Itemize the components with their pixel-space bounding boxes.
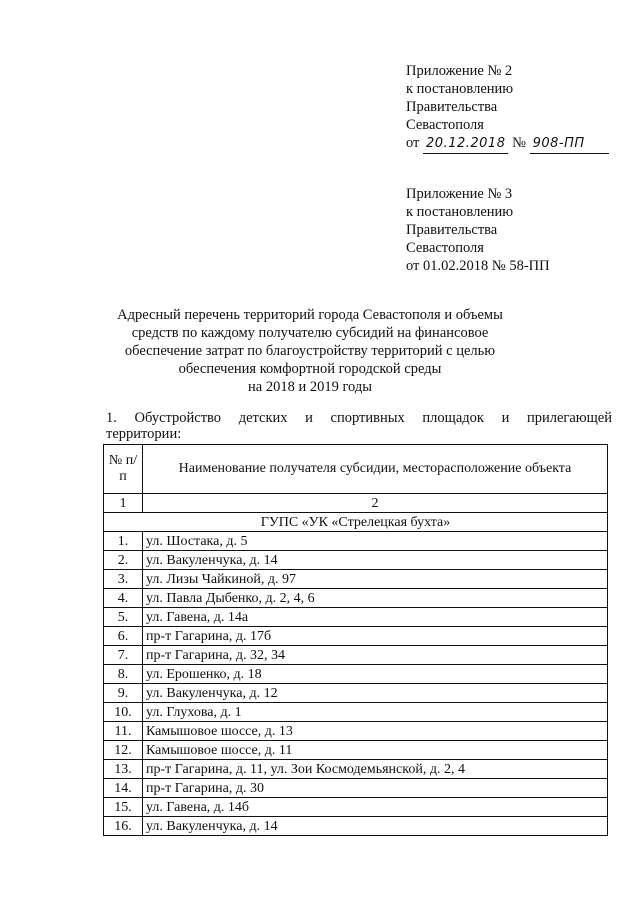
table-row xyxy=(104,646,608,665)
row-address: ул. Глухова, д. 1 xyxy=(143,703,608,722)
table-row xyxy=(104,779,608,798)
row-number: 13. xyxy=(104,760,143,779)
row-number: 8. xyxy=(104,665,143,684)
appendix-3-line-5: от 01.02.2018 № 58-ПП xyxy=(406,258,550,274)
appendix-2-title: Приложение № 2 xyxy=(406,63,513,79)
row-address: пр-т Гагарина, д. 11, ул. Зои Космодемьянской, д. 2, 4 xyxy=(143,760,608,779)
table-row xyxy=(104,627,608,646)
appendix-2-block xyxy=(406,62,609,154)
table-row xyxy=(104,665,608,684)
table-row xyxy=(104,798,608,817)
appendix-3-line-3: Правительства xyxy=(406,222,498,238)
table-row xyxy=(104,703,608,722)
title-line: обеспечения комфортной городской среды xyxy=(178,361,442,377)
row-number: 7. xyxy=(104,646,143,665)
row-number: 15. xyxy=(104,798,143,817)
table-row xyxy=(104,608,608,627)
row-address: пр-т Гагарина, д. 17б xyxy=(143,627,608,646)
column-index-row xyxy=(104,494,608,513)
row-address: Камышовое шоссе, д. 11 xyxy=(143,741,608,760)
section-heading xyxy=(106,410,612,442)
title-line: на 2018 и 2019 годы xyxy=(248,379,372,395)
group-row xyxy=(104,513,608,532)
row-number: 4. xyxy=(104,589,143,608)
row-number: 1. xyxy=(104,532,143,551)
row-address: ул. Лизы Чайкиной, д. 97 xyxy=(143,570,608,589)
row-address: ул. Ерошенко, д. 18 xyxy=(143,665,608,684)
row-number: 5. xyxy=(104,608,143,627)
group-name: ГУПС «УК «Стрелецкая бухта» xyxy=(104,513,608,532)
table-row xyxy=(104,570,608,589)
title-line: обеспечение затрат по благоустройству территорий с целью xyxy=(124,343,496,359)
appendix-3-block xyxy=(406,185,550,275)
row-number: 16. xyxy=(104,817,143,836)
row-address: ул. Шостака, д. 5 xyxy=(143,532,608,551)
appendix-3-line-2: к постановлению xyxy=(406,204,514,220)
table-header-row xyxy=(104,445,608,494)
column-index-1: 1 xyxy=(104,494,143,513)
document-title xyxy=(100,306,520,396)
row-number: 14. xyxy=(104,779,143,798)
section-heading-line-2: территории: xyxy=(106,426,182,442)
addresses-table xyxy=(103,444,608,836)
appendix-3-title: Приложение № 3 xyxy=(406,186,513,202)
row-number: 6. xyxy=(104,627,143,646)
appendix-2-line-3: Правительства xyxy=(406,99,498,115)
table-row xyxy=(104,551,608,570)
row-number: 10. xyxy=(104,703,143,722)
table-row xyxy=(104,532,608,551)
row-address: ул. Вакуленчука, д. 14 xyxy=(143,551,608,570)
row-address: ул. Гавена, д. 14б xyxy=(143,798,608,817)
row-number: 3. xyxy=(104,570,143,589)
column-index-2: 2 xyxy=(143,494,608,513)
table-row xyxy=(104,722,608,741)
row-address: ул. Гавена, д. 14а xyxy=(143,608,608,627)
header-number: № п/п xyxy=(104,445,143,494)
row-address: пр-т Гагарина, д. 30 xyxy=(143,779,608,798)
row-number: 12. xyxy=(104,741,143,760)
number-label: № xyxy=(512,135,526,151)
table-row xyxy=(104,760,608,779)
row-address: ул. Вакуленчука, д. 14 xyxy=(143,817,608,836)
appendix-2-line-4: Севастополя xyxy=(406,117,484,133)
row-address: пр-т Гагарина, д. 32, 34 xyxy=(143,646,608,665)
header-name: Наименование получателя субсидии, месторасположение объекта xyxy=(143,445,608,494)
table-row xyxy=(104,817,608,836)
row-number: 2. xyxy=(104,551,143,570)
from-label: от xyxy=(406,135,420,151)
section-heading-line-1: 1. Обустройство детских и спортивных площадок и прилегающей xyxy=(106,410,612,426)
row-number: 11. xyxy=(104,722,143,741)
row-address: ул. Павла Дыбенко, д. 2, 4, 6 xyxy=(143,589,608,608)
table-row xyxy=(104,684,608,703)
appendix-3-line-4: Севастополя xyxy=(406,240,484,256)
title-line: средств по каждому получателю субсидий на финансовое xyxy=(131,325,489,341)
table-row xyxy=(104,741,608,760)
handwritten-number: 908-ПП xyxy=(530,135,609,154)
handwritten-date: 20.12.2018 xyxy=(423,135,508,154)
appendix-2-date-line xyxy=(406,134,609,154)
row-address: ул. Вакуленчука, д. 12 xyxy=(143,684,608,703)
title-line: Адресный перечень территорий города Севастополя и объемы xyxy=(117,307,503,323)
table-row xyxy=(104,589,608,608)
row-number: 9. xyxy=(104,684,143,703)
row-address: Камышовое шоссе, д. 13 xyxy=(143,722,608,741)
appendix-2-line-2: к постановлению xyxy=(406,81,514,97)
